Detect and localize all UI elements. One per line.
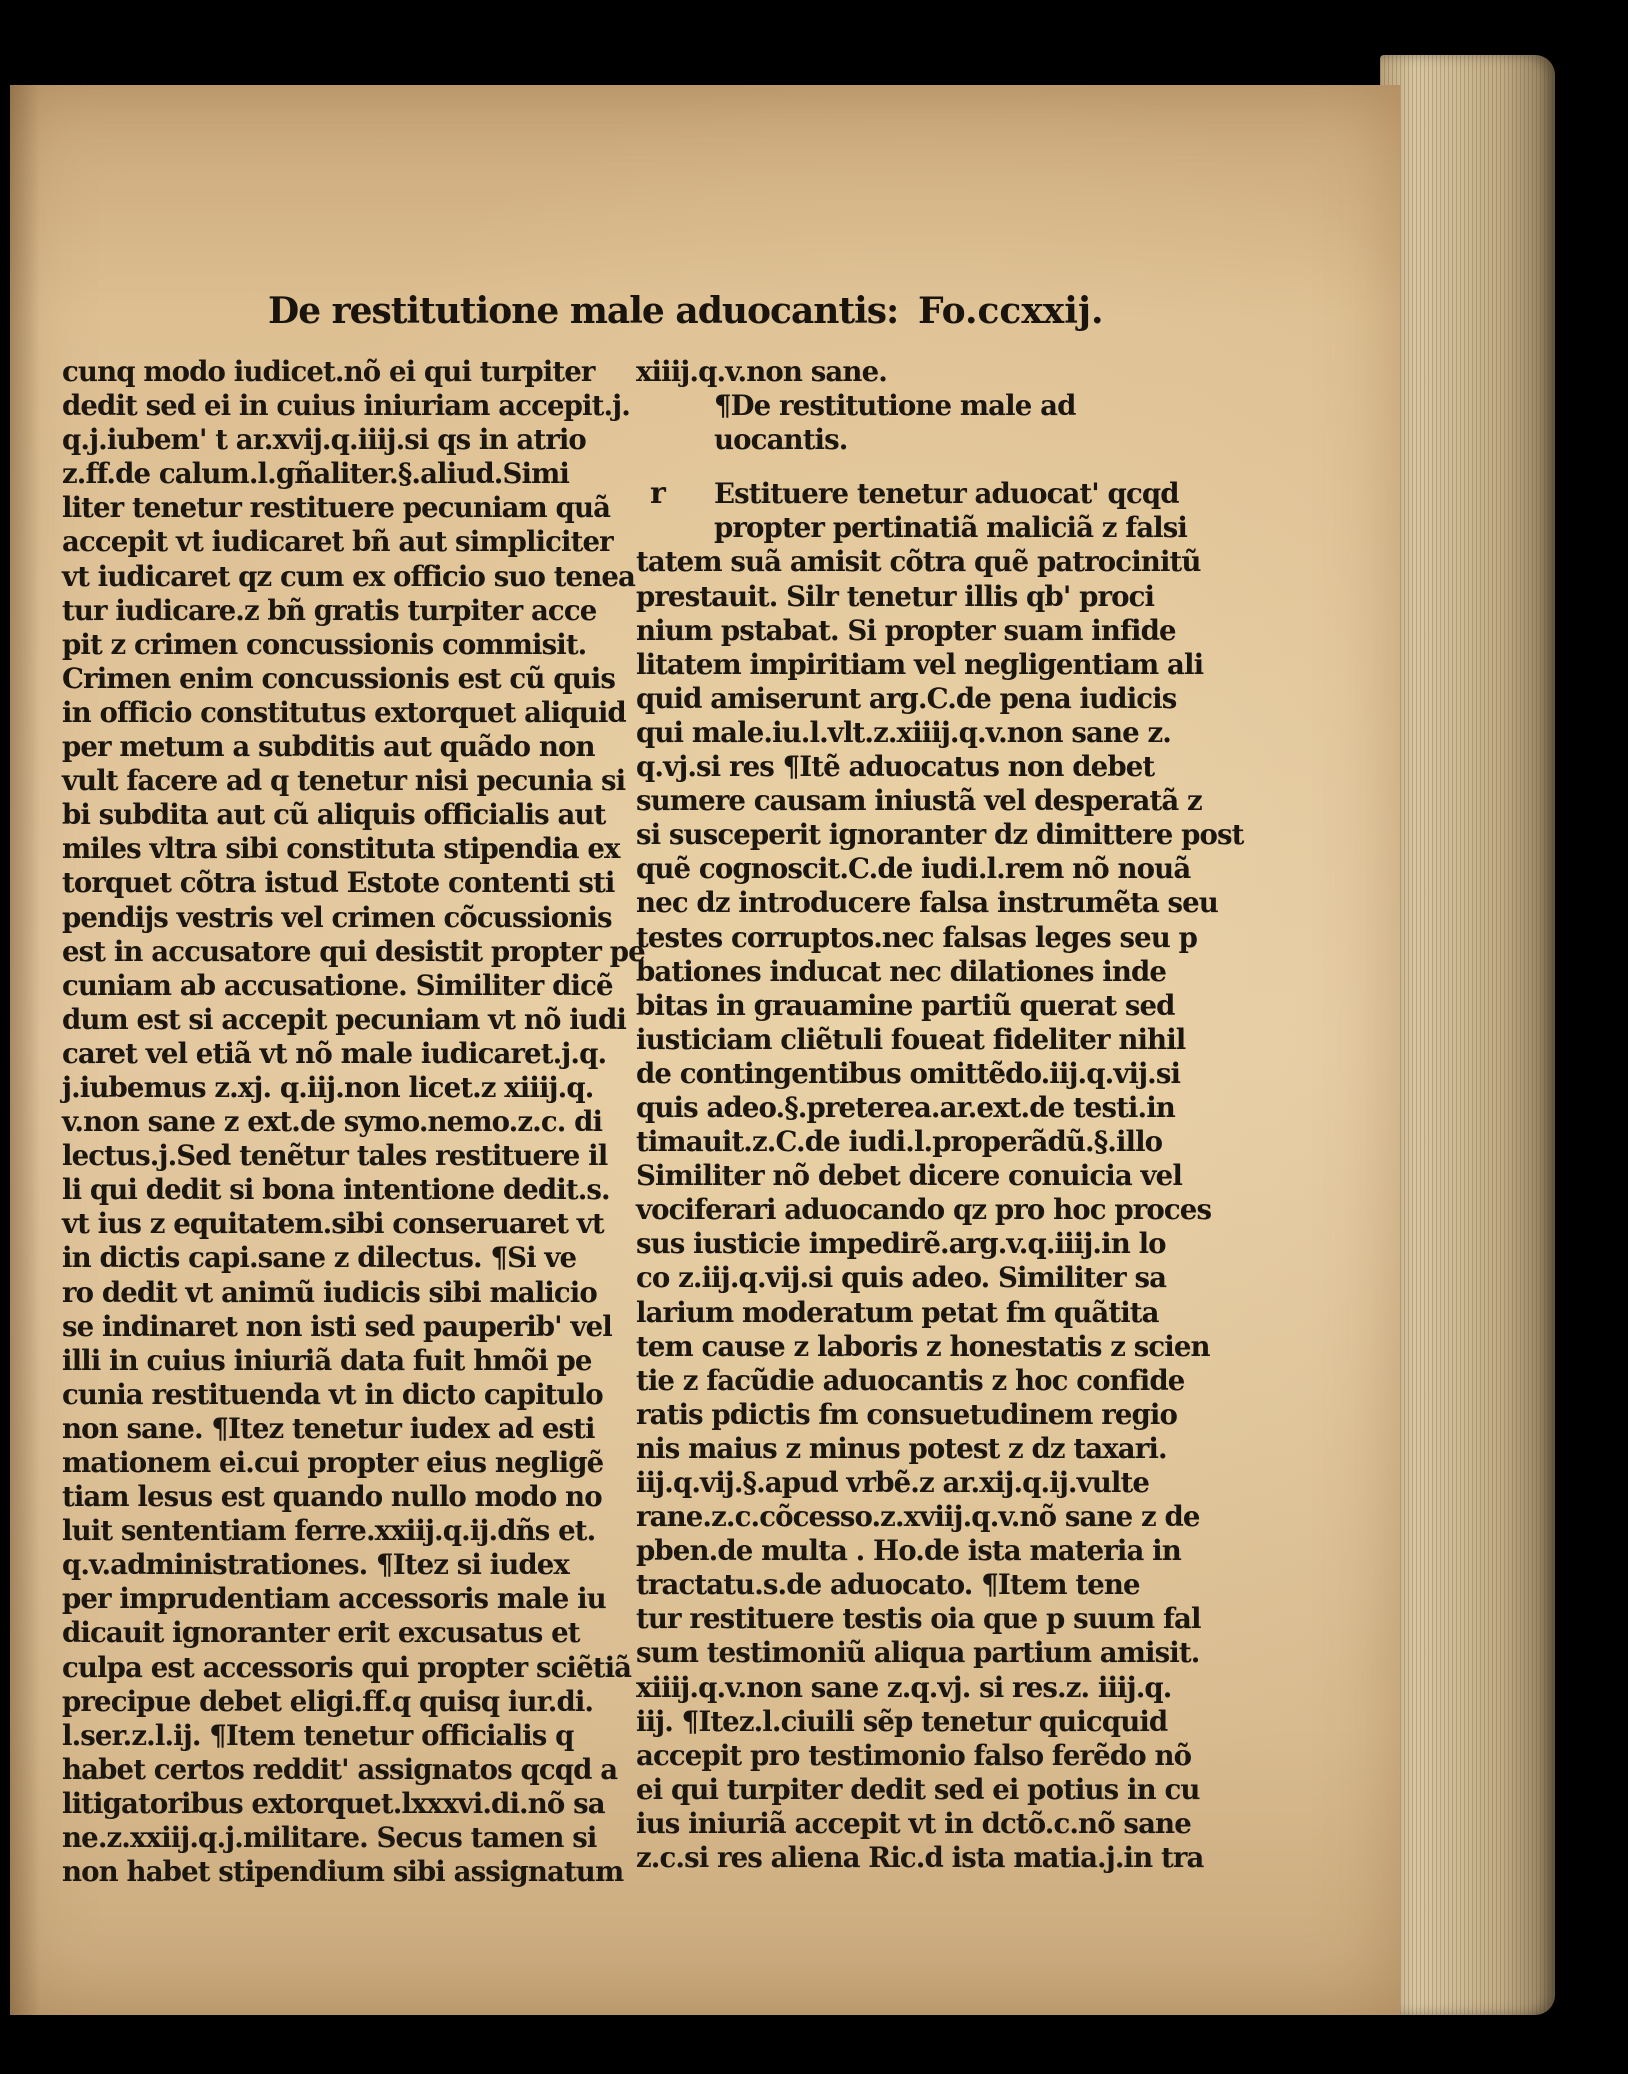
- text-line: Similiter nõ debet dicere conuicia vel: [636, 1159, 1182, 1193]
- text-line: precipue debet eligi.ff.q quisq iur.di.: [62, 1684, 594, 1718]
- text-line: vt iudicaret qz cum ex officio suo tenea: [62, 559, 636, 593]
- text-line: mationem ei.cui propter eius negligẽ: [62, 1446, 604, 1479]
- text-line: pben.de multa . Ho.de ista materia in: [636, 1534, 1181, 1568]
- right-column: [636, 355, 1244, 1875]
- text-line: pit z crimen concussionis commisit.: [62, 627, 587, 661]
- section-heading-line: uocantis.: [714, 423, 848, 457]
- text-line: q.j.iubem' t ar.xvij.q.iiij.si qs in atrio: [62, 423, 586, 457]
- text-line: ius iniuriã accepit vt in dctõ.c.nõ sane: [636, 1806, 1191, 1840]
- text-line: tractatu.s.de aduocato. ¶Item tene: [636, 1568, 1140, 1602]
- text-line: iij.q.vij.§.apud vrbẽ.z ar.xij.q.ij.vulte: [636, 1466, 1150, 1499]
- text-line: litatem impiritiam vel negligentiam ali: [636, 647, 1204, 681]
- text-line: miles vltra sibi constituta stipendia ex: [62, 832, 620, 866]
- text-line: luit sententiam ferre.xxiij.q.ij.dñs et.: [62, 1514, 596, 1548]
- text-line: xiiij.q.v.non sane.: [636, 355, 887, 388]
- text-line: propter pertinatiã maliciã z falsi: [714, 511, 1187, 545]
- text-line: caret vel etiã vt nõ male iudicaret.j.q.: [62, 1036, 607, 1070]
- text-line: bationes inducat nec dilationes inde: [636, 954, 1167, 988]
- text-line: tem cause z laboris z honestatis z scien: [636, 1329, 1210, 1363]
- text-line: cuniam ab accusatione. Similiter dicẽ: [62, 968, 613, 1002]
- text-line: accepit pro testimonio falso ferẽdo nõ: [636, 1738, 1192, 1772]
- text-line: tur iudicare.z bñ gratis turpiter acce: [62, 593, 597, 627]
- text-line: timauit.z.C.de iudi.l.properãdũ.§.illo: [636, 1125, 1163, 1159]
- text-line: tiam lesus est quando nullo modo no: [62, 1480, 602, 1514]
- text-line: ratis pdictis fm consuetudinem regio: [636, 1397, 1178, 1431]
- text-line: qui male.iu.l.vlt.z.xiiij.q.v.non sane z.: [636, 715, 1171, 749]
- section-heading-line: ¶De restitutione male ad: [714, 389, 1076, 423]
- text-line: dicauit ignoranter erit excusatus et: [62, 1616, 580, 1650]
- text-line: Crimen enim concussionis est cũ quis: [62, 661, 615, 695]
- text-line: culpa est accessoris qui propter sciẽtiã: [62, 1650, 632, 1684]
- text-line: est in accusatore qui desistit propter pe: [62, 934, 645, 968]
- text-line: iusticiam cliẽtuli foueat fideliter nihil: [636, 1022, 1186, 1056]
- folio-number: Fo.ccxxij.: [918, 290, 1104, 332]
- text-line: rane.z.c.cõcesso.z.xviij.q.v.nõ sane z de: [636, 1500, 1200, 1534]
- text-line: non habet stipendium sibi assignatum: [62, 1855, 624, 1889]
- text-line: j.iubemus z.xj. q.iij.non licet.z xiiij.q.: [62, 1070, 594, 1104]
- text-line: dedit sed ei in cuius iniuriam accepit.j.: [62, 389, 630, 423]
- text-line: quẽ cognoscit.C.de iudi.l.rem nõ nouã: [636, 852, 1191, 886]
- text-line: bitas in grauamine partiũ querat sed: [636, 988, 1175, 1022]
- text-line: sumere causam iniustã vel desperatã z: [636, 784, 1202, 818]
- text-line: quis adeo.§.preterea.ar.ext.de testi.in: [636, 1090, 1175, 1124]
- text-line: accepit vt iudicaret bñ aut simpliciter: [62, 525, 613, 559]
- text-line: in officio constitutus extorquet aliquid: [62, 695, 626, 729]
- text-line: in dictis capi.sane z dilectus. ¶Si ve: [62, 1241, 577, 1275]
- text-line: nis maius z minus potest z dz taxari.: [636, 1431, 1167, 1465]
- text-line: sum testimoniũ aliqua partium amisit.: [636, 1636, 1200, 1670]
- text-line: per imprudentiam accessoris male iu: [62, 1582, 606, 1616]
- text-line: tatem suã amisit cõtra quẽ patrocinitũ: [636, 545, 1201, 579]
- text-line: z.c.si res aliena Ric.d ista matia.j.in tra: [636, 1841, 1204, 1875]
- text-line: ne.z.xxiij.q.j.militare. Secus tamen si: [62, 1821, 597, 1855]
- text-line: Estituere tenetur aduocat' qcqd: [714, 477, 1179, 511]
- text-line: v.non sane z ext.de symo.nemo.z.c. di: [62, 1105, 603, 1139]
- right-body-lines: [636, 545, 1244, 1875]
- text-line: cunq modo iudicet.nõ ei qui turpiter: [62, 355, 595, 388]
- left-column: [62, 355, 645, 1889]
- text-line: z.ff.de calum.l.gñaliter.§.aliud.Simi: [62, 457, 569, 491]
- text-line: nium pstabat. Si propter suam infide: [636, 613, 1176, 647]
- text-line: testes corruptos.nec falsas leges seu p: [636, 920, 1198, 954]
- text-line: li qui dedit si bona intentione dedit.s.: [62, 1173, 610, 1207]
- text-line: sus iusticie impedirẽ.arg.v.q.iiij.in lo: [636, 1227, 1166, 1261]
- text-line: quid amiserunt arg.C.de pena iudicis: [636, 681, 1177, 715]
- text-line: vt ius z equitatem.sibi conseruaret vt: [62, 1207, 604, 1241]
- running-head-title: De restitutione male aduocantis:: [268, 290, 899, 332]
- text-line: larium moderatum petat fm quãtita: [636, 1295, 1159, 1329]
- text-line: pendijs vestris vel crimen cõcussionis: [62, 900, 612, 934]
- guide-letter: r: [650, 476, 665, 511]
- text-line: tur restituere testis oia que p suum fal: [636, 1602, 1201, 1636]
- text-line: tie z facũdie aduocantis z hoc confide: [636, 1363, 1185, 1397]
- text-line: liter tenetur restituere pecuniam quã: [62, 491, 611, 525]
- text-line: prestauit. Silr tenetur illis qb' proci: [636, 579, 1155, 613]
- text-line: vociferari aduocando qz pro hoc proces: [636, 1193, 1212, 1227]
- text-line: dum est si accepit pecuniam vt nõ iudi: [62, 1002, 626, 1036]
- text-line: xiiij.q.v.non sane z.q.vj. si res.z. iiij.q.: [636, 1670, 1172, 1704]
- text-line: q.vj.si res ¶Itẽ aduocatus non debet: [636, 750, 1155, 784]
- text-line: habet certos reddit' assignatos qcqd a: [62, 1752, 618, 1786]
- text-line: iij. ¶Itez.l.ciuili sẽp tenetur quicquid: [636, 1704, 1168, 1738]
- text-line: nec dz introducere falsa instrumẽta seu: [636, 886, 1218, 920]
- text-line: se indinaret non isti sed pauperib' vel: [62, 1309, 612, 1343]
- text-line: si susceperit ignoranter dz dimittere post: [636, 818, 1244, 852]
- text-line: ei qui turpiter dedit sed ei potius in cu: [636, 1772, 1200, 1806]
- text-line: per metum a subditis aut quãdo non: [62, 730, 595, 764]
- book-page: [10, 85, 1400, 2015]
- text-line: torquet cõtra istud Estote contenti sti: [62, 866, 615, 900]
- text-line: co z.iij.q.vij.si quis adeo. Similiter sa: [636, 1261, 1167, 1295]
- text-line: q.v.administrationes. ¶Itez si iudex: [62, 1548, 569, 1582]
- text-line: litigatoribus extorquet.lxxxvi.di.nõ sa: [62, 1786, 605, 1820]
- text-line: ro dedit vt animũ iudicis sibi malicio: [62, 1275, 597, 1309]
- text-line: vult facere ad q tenetur nisi pecunia si: [62, 764, 626, 798]
- running-head: [268, 290, 1108, 350]
- text-line: non sane. ¶Itez tenetur iudex ad esti: [62, 1411, 595, 1445]
- page-edges: [1380, 55, 1555, 2015]
- text-line: bi subdita aut cũ aliquis officialis aut: [62, 798, 606, 832]
- spacer: [636, 457, 1196, 477]
- text-line: l.ser.z.l.ij. ¶Item tenetur officialis q: [62, 1718, 574, 1752]
- text-line: lectus.j.Sed tenẽtur tales restituere il: [62, 1139, 608, 1173]
- text-line: de contingentibus omittẽdo.iij.q.vij.si: [636, 1056, 1181, 1090]
- text-line: illi in cuius iniuriã data fuit hmõi pe: [62, 1343, 592, 1377]
- text-line: cunia restituenda vt in dicto capitulo: [62, 1377, 603, 1411]
